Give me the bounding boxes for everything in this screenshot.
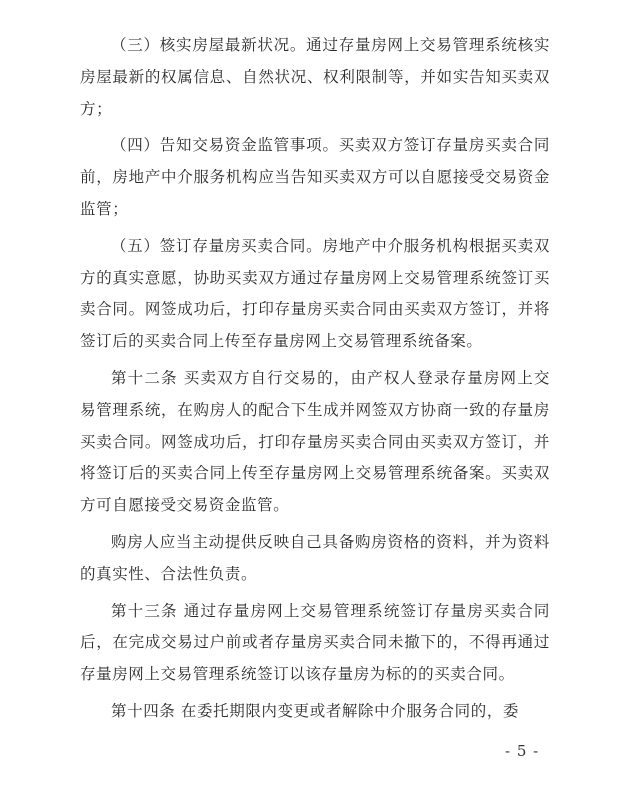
paragraph-buyer-qualification: 购房人应当主动提供反映自己具备购房资格的资料，并为资料的真实性、合法性负责。 — [80, 532, 550, 583]
document-body — [80, 30, 550, 733]
paragraph-article-14: 第十四条 在委托期限内变更或者解除中介服务合同的，委 — [111, 701, 520, 720]
paragraph-article-12: 第十二条 买卖双方自行交易的，由产权人登录存量房网上交易管理系统，在购房人的配合下生成并网签双方协商一致的存量房买卖合同。网签成功后，打印存量房买卖合同由买卖双方签订，并将签订后的买卖合同上传至存量房网上交易管理系统备案。买卖双方可自愿接受交易资金监管。 — [80, 368, 550, 515]
paragraph-sign-sale-contract: （五）签订存量房买卖合同。房地产中介服务机构根据买卖双方的真实意愿，协助买卖双方通过存量房网上交易管理系统签订买卖合同。网签成功后，打印存量房买卖合同由买卖双方签订，并将签订后的买卖合同上传至存量房网上交易管理系统备案。 — [80, 236, 550, 351]
paragraph-article-13: 第十三条 通过存量房网上交易管理系统签订存量房买卖合同后，在完成交易过户前或者存量房买卖合同未撤下的，不得再通过存量房网上交易管理系统签订以该存量房为标的的买卖合同。 — [80, 601, 550, 684]
page-number: - 5 - — [505, 742, 540, 760]
paragraph-fund-supervision-notice: （四）告知交易资金监管事项。买卖双方签订存量房买卖合同前，房地产中介服务机构应当告知买卖双方可以自愿接受交易资金监管； — [80, 136, 550, 218]
paragraph-verify-property-status: （三）核实房屋最新状况。通过存量房网上交易管理系统核实房屋最新的权属信息、自然状况、权利限制等，并如实告知买卖双方； — [80, 36, 550, 118]
